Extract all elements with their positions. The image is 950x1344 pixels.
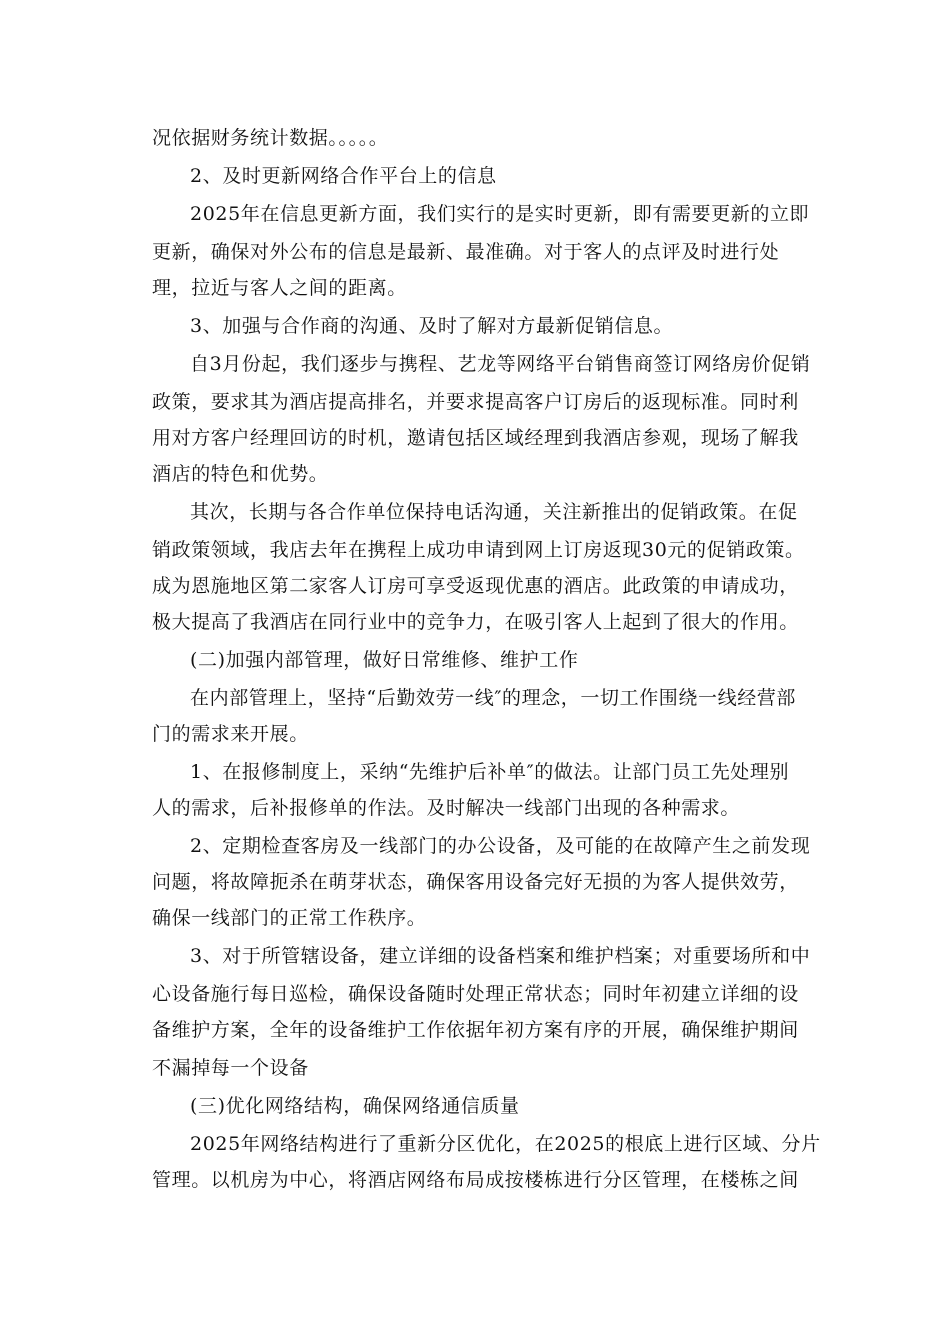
- section-heading: 3、加强与合作商的沟通、及时了解对方最新促销信息。: [190, 315, 674, 337]
- text-line: 管理。以机房为中心，将酒店网络布局成按楼栋进行分区管理，在楼栋之间: [152, 1169, 799, 1191]
- text-line: 3、对于所管辖设备，建立详细的设备档案和维护档案；对重要场所和中: [190, 945, 811, 967]
- text-line: 问题，将故障扼杀在萌芽状态，确保客用设备完好无损的为客人提供效劳，: [152, 871, 799, 893]
- text-line: 2025年在信息更新方面，我们实行的是实时更新，即有需要更新的立即: [190, 203, 810, 225]
- text-line: 备维护方案，全年的设备维护工作依据年初方案有序的开展，确保维护期间: [152, 1019, 799, 1041]
- text-line: 酒店的特色和优势。: [152, 463, 329, 485]
- text-line: 更新，确保对外公布的信息是最新、最准确。对于客人的点评及时进行处: [152, 241, 780, 263]
- text-line: 用对方客户经理回访的时机，邀请包括区域经理到我酒店参观，现场了解我: [152, 427, 799, 449]
- text-line: 心设备施行每日巡检，确保设备随时处理正常状态；同时年初建立详细的设: [152, 983, 799, 1005]
- section-heading: (二)加强内部管理，做好日常维修、维护工作: [190, 649, 579, 671]
- text-line: 销政策领域，我店去年在携程上成功申请到网上订房返现30元的促销政策。: [152, 539, 805, 561]
- section-heading: (三)优化网络结构，确保网络通信质量: [190, 1095, 520, 1117]
- text-line: 确保一线部门的正常工作秩序。: [152, 907, 427, 929]
- text-line: 在内部管理上，坚持“后勤效劳一线″的理念，一切工作围绕一线经营部: [190, 687, 797, 709]
- text-line: 理，拉近与客人之间的距离。: [152, 277, 407, 299]
- section-heading: 2、及时更新网络合作平台上的信息: [190, 165, 497, 187]
- text-line: 1、在报修制度上，采纳“先维护后补单″的做法。让部门员工先处理别: [190, 761, 790, 783]
- text-line: 况依据财务统计数据。。。。。: [152, 127, 389, 149]
- text-line: 其次，长期与各合作单位保持电话沟通，关注新推出的促销政策。在促: [190, 501, 798, 523]
- text-line: 不漏掉每一个设备: [152, 1057, 309, 1079]
- text-line: 人的需求，后补报修单的作法。及时解决一线部门出现的各种需求。: [152, 797, 741, 819]
- text-line: 成为恩施地区第二家客人订房可享受返现优惠的酒店。此政策的申请成功，: [152, 575, 799, 597]
- text-line: 自3月份起，我们逐步与携程、艺龙等网络平台销售商签订网络房价促销: [190, 353, 811, 375]
- text-line: 2、定期检查客房及一线部门的办公设备，及可能的在故障产生之前发现: [190, 835, 811, 857]
- text-line: 极大提高了我酒店在同行业中的竞争力，在吸引客人上起到了很大的作用。: [152, 611, 799, 633]
- text-line: 政策，要求其为酒店提高排名，并要求提高客户订房后的返现标准。同时利: [152, 391, 799, 413]
- text-line: 2025年网络结构进行了重新分区优化，在2025的根底上进行区域、分片: [190, 1133, 821, 1155]
- text-line: 门的需求来开展。: [152, 723, 309, 745]
